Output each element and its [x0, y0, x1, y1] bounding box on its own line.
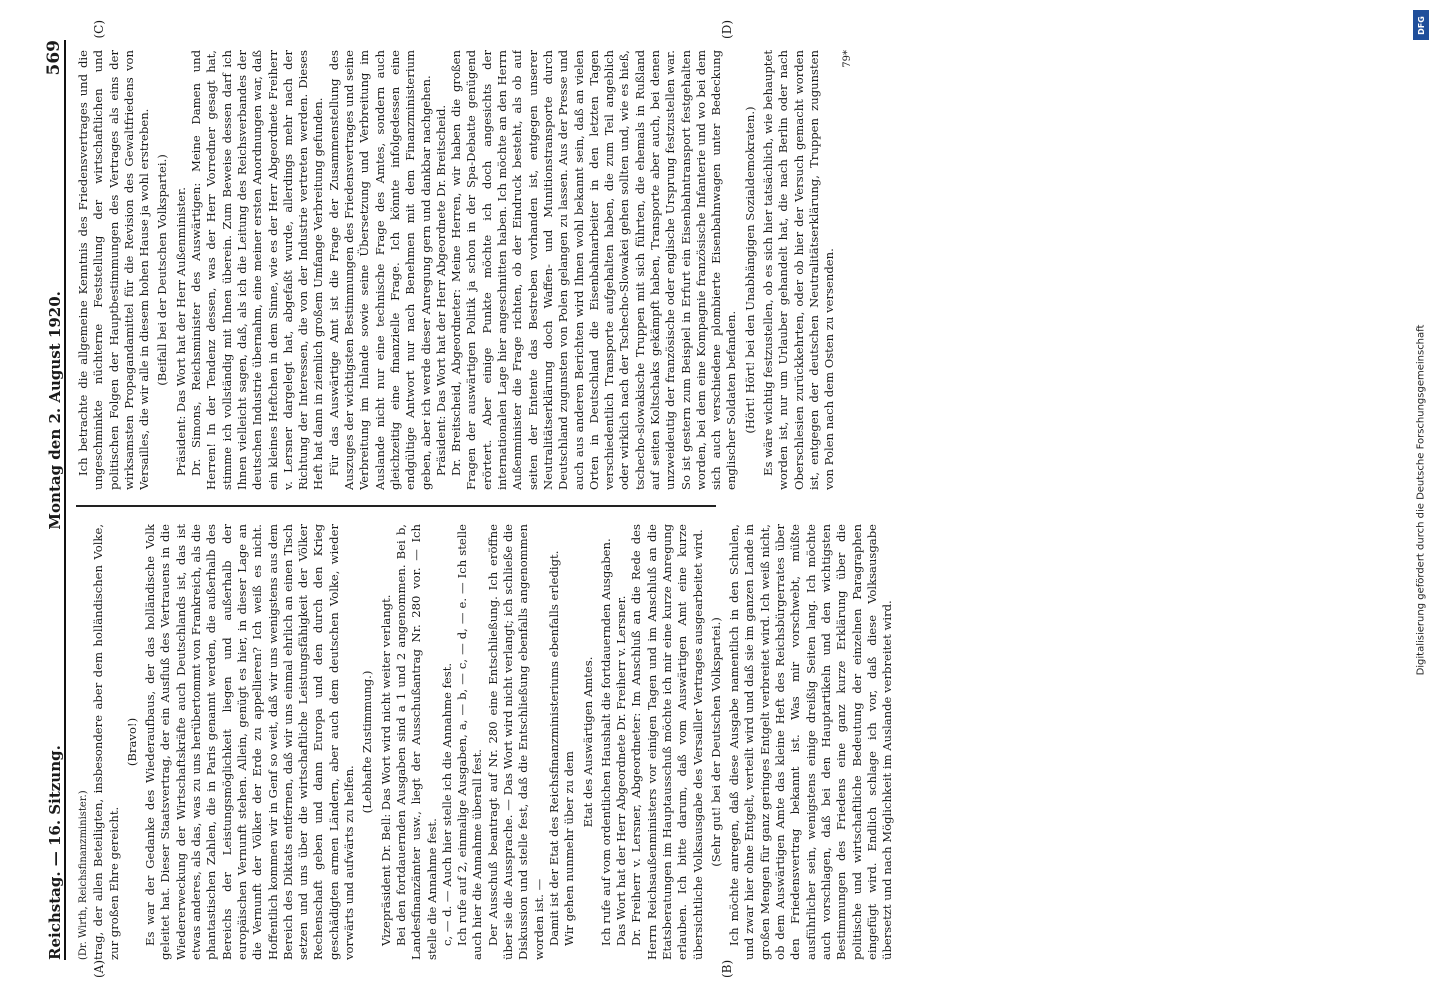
left-paragraph: Vizepräsident Dr. Bell: Das Wort wird nicht weiter verlangt.: [378, 594, 393, 946]
signature-mark: 79*: [841, 50, 853, 68]
left-paragraph: Wir gehen nunmehr über zu dem: [562, 751, 577, 946]
left-paragraph: Dr. Freiherr v. Lersner, Abgeordneter: Im Anschluß an die Rede des Herrn Reichsaußenministers vor einigen Tagen und im Anschluß an die Etatsberatungen im Hauptausschuß möchte ich mir eine kurze Anregung erlauben. Ich bitte darum, daß vom Auswärtigen Amt eine kurze übersichtliche Volksausgabe des Versailler Vertrages ausgearbeitet wird.: [629, 524, 705, 960]
left-paragraph: Das Wort hat der Herr Abgeordnete Dr. Freiherr v. Lersner.: [614, 595, 629, 946]
left-paragraph: Damit ist der Etat des Reichsfinanzministeriums ebenfalls erledigt.: [546, 550, 561, 946]
left-paragraph: (Dr. Wirth, Reichsfinanzminister.): [78, 790, 89, 960]
left-paragraph: Ich rufe auf vom ordentlichen Haushalt die fortdauernden Ausgaben.: [598, 538, 613, 946]
page-body: [30, 20, 1370, 978]
dfg-logo: DFG: [1413, 10, 1429, 40]
page-number: 569: [44, 40, 64, 76]
left-paragraph: Ich möchte anregen, daß diese Ausgabe namentlich in den Schulen, und zwar hier ohne Entgelt, verteilt wird und daß sie im ganzen Lande in großen Mengen für ganz geringes Entgelt verbreitet wird. Ich weiß nicht, ob dem Auswärtigen Amte das kleine Heft des Reichsbürgerrates über den Friedensvertrag bekannt ist. Was mir vorschwebt, müßte ausführlicher sein, wenigstens einige dreißig Seiten lang. Ich möchte auch vorschlagen, daß bei den Hauptartikeln und den wichtigsten Bestimmungen des Friedens eine ganz kurze Erklärung über die politische und wirtschaftliche Bedeutung der einzelnen Paragraphen eingefügt wird. Endlich schlage ich vor, daß diese Volksausgabe übersetzt und nach Möglichkeit im Auslande verbreitet wird.: [727, 524, 895, 960]
running-header: [30, 40, 66, 960]
right-paragraph: Dr. Breitscheid, Abgeordneter: Meine Herren, wir haben die großen Fragen der auswärtigen Politik ja schon in der Spa-Debatte genügend erörtert. Aber einige Punkte möchte ich doch angesichts der internationalen Lage hier angeschnitten haben. Ich möchte an den Herrn Außenminister die Frage richten, ob der Eindruck besteht, als ob auf seiten der Entente das Bestreben vorhanden ist, entgegen unserer Neutralitätserklärung doch Waffen- und Munitionstransporte durch Deutschland zugunsten von Polen gelangen zu lassen. Aus der Presse und auch aus anderen Berichten wird Ihnen wohl bekannt sein, daß an vielen Orten in Deutschland die Eisenbahnarbeiter in den letzten Tagen verschiedentlich Transporte aufgehalten haben, die zum Teil angeblich oder wirklich nach der Tschecho-Slowakei gehen sollten und, wie es hieß, tschecho-slowakische Truppen mit sich führten, die ehemals in Rußland auf seiten Koltschaks gekämpft haben, Transporte aber auch, bei denen unzweideutig der französische oder englische Ursprung festzustellen war. So ist gestern zum Beispiel in Erfurt ein Eisenbahntransport festgehalten worden, bei dem eine Kompagnie französische Infanterie und wo bei dem sich auch verschiedene plombierte Eisenbahnwagen unter Bedeckung englischer Soldaten befanden.: [449, 50, 739, 490]
margin-marker-c: (C): [92, 20, 106, 39]
margin-marker-d: (D): [720, 20, 734, 39]
right-paragraph: Dr. Simons, Reichsminister des Auswärtigen: Meine Damen und Herren! In der Tendenz dessen, was der Herr Vorredner gesagt hat, stimme ich vollständig mit Ihnen überein. Zum Beweise dessen darf ich Ihnen vielleicht sagen, daß, als ich die Leitung des Reichsverbandes der deutschen Industrie übernahm, eine meiner ersten Anordnungen war, daß ein kleines Heftchen in dem Sinne, wie es der Herr Abgeordnete Freiherr v. Lersner dargelegt hat, abgefaßt wurde, allerdings mehr nach der Richtung der Interessen, die von der Industrie vertreten werden. Dieses Heft hat dann in ziemlich großem Umfange Verbreitung gefunden.: [189, 50, 326, 490]
right-paragraph: (Hört! Hört! bei den Unabhängigen Sozialdemokraten.): [742, 106, 757, 434]
right-paragraph: Präsident: Das Wort hat der Herr Außenminister.: [173, 187, 188, 476]
left-paragraph: (Sehr gut! bei der Deutschen Volkspartei.): [708, 617, 723, 867]
credit-text: Digitalisierung gefördert durch die Deutsche Forschungsgemeinschaft: [1415, 324, 1427, 676]
left-column: [76, 524, 1370, 960]
right-paragraph: Für das Auswärtige Amt ist die Frage der Zusammenstellung des Auszuges der wichtigsten Bestimmungen des Friedensvertrages und seine Verbreitung im Inlande sowie seine Übersetzung und Verbreitung im Auslande nicht nur eine technische Frage des Amtes, sondern auch gleichzeitig eine finanzielle Frage. Ich könnte infolgedessen eine endgültige Antwort nur nach Benehmen mit dem Finanzministerium geben, aber ich werde dieser Anregung gern und dankbar nachgehen.: [326, 50, 433, 490]
margin-marker-a: (A): [92, 959, 106, 978]
left-paragraph: (Lebhafte Zustimmung.): [360, 670, 375, 814]
left-paragraph: Ich rufe auf 2, einmalige Ausgaben, a, — b, — c, — d, — e. — Ich stelle auch hier die Annahme überall fest.: [455, 524, 485, 960]
margin-marker-b: (B): [720, 959, 734, 978]
header-center: Montag den 2. August 1920.: [46, 291, 64, 530]
header-left: Reichstag. — 16. Sitzung.: [46, 745, 64, 960]
digitization-credit: [1410, 8, 1432, 992]
left-paragraph: c, — d. — Auch hier stelle ich die Annahme fest.: [439, 662, 454, 946]
left-paragraph: Etat des Auswärtigen Amtes.: [580, 656, 595, 828]
right-paragraph: Ich betrachte die allgemeine Kenntnis des Friedensvertrages und die ungeschminkte nüchterne Feststellung der wirtschaftlichen und politischen Folgen der Hauptbestimmungen des Vertrages als eins der wirksamsten Propagandamittel für die Revision des Gewaltfriedens von Versailles, die wir alle in diesem hohen Hause ja wohl erstreben.: [76, 50, 152, 490]
right-column: [76, 50, 1370, 490]
left-paragraph: trag, der allen Beteiligten, insbesondere aber dem holländischen Volke, zur großen Ehre gereicht.: [91, 524, 121, 960]
right-paragraph: Es wäre wichtig festzustellen, ob es sich hier tatsächlich, wie behauptet worden ist, nur um Urlauber gehandelt hat, die nach Berlin oder nach Oberschlesien zurückkehrten, oder ob hier der Versuch gemacht worden ist, entgegen der deutschen Neutralitätserklärung, Truppen zugunsten von Polen nach dem Osten zu versenden.: [761, 50, 837, 490]
column-divider: [76, 506, 716, 508]
left-paragraph: Es war der Gedanke des Wiederaufbaus, der das holländische Volk geleitet hat. Dieser Staatsvertrag, der ein Ausfluß des Vertrauens in die Wiedererweckung der Wirtschaftskräfte auch Deutschlands ist, das ist etwas anderes, als das, was zu uns herübertommt von Frankreich, als die phantastischen Zahlen, die in Paris genannt werden, die außerhalb des Bereichs der Leistungsmöglichkeit liegen und außerhalb der europäischen Vernunft stehen. Allein, genügt es hier, in dieser Lage an die Vernunft der Völker der Erde zu appellieren? Ich weiß es nicht. Hoffentlich kommen wir in Genf so weit, daß wir uns wenigstens aus dem Bereich des Diktats entfernen, daß wir uns einmal ehrlich an einen Tisch setzen und uns über die wirtschaftliche Leistungsfähigkeit der Völker Rechenschaft geben und dann Europa und den durch den Krieg geschädigten armen Ländern, aber auch dem deutschen Volke, wieder vorwärts und aufwärts zu helfen.: [143, 524, 357, 960]
right-paragraph: Präsident: Das Wort hat der Herr Abgeordnete Dr. Breitscheid.: [433, 104, 448, 476]
left-paragraph: (Bravo!): [124, 717, 139, 767]
left-paragraph: Bei den fortdauernden Ausgaben sind a 1 und 2 angenommen. Bei b, Landesfinanzämter usw., liegt der Ausschußantrag Nr. 280 vor. — Ich stelle die Annahme fest.: [393, 524, 439, 960]
right-paragraph: (Beifall bei der Deutschen Volkspartei.): [155, 154, 170, 386]
left-paragraph: Der Ausschuß beantragt auf Nr. 280 eine Entschließung. Ich eröffne über sie die Aussprache. — Das Wort wird nicht verlangt; ich schließe die Diskussion und stelle fest, daß die Entschließung ebenfalls angenommen worden ist. —: [485, 524, 546, 960]
